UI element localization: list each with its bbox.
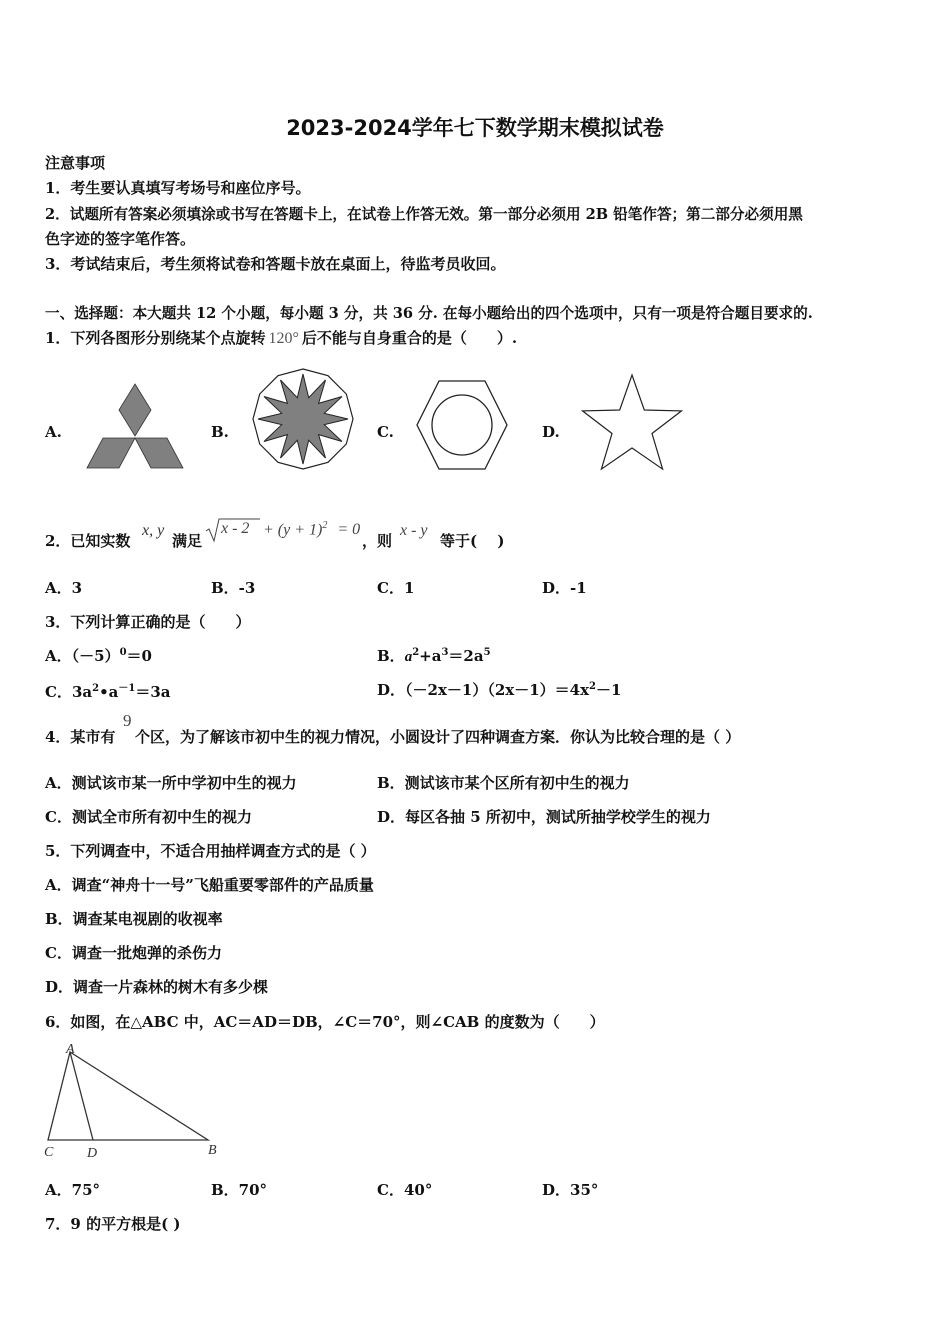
q3-b-exp2: 3 [441, 647, 449, 658]
q5-option-b: B．调查某电视剧的收视率 [45, 910, 223, 928]
q6-option-b: B．70° [211, 1181, 268, 1199]
q1-angle: 120° [268, 330, 299, 347]
q6-option-d: D．35° [542, 1181, 599, 1199]
q2-post: 等于( ) [440, 532, 505, 550]
q3-b-exp1: 2 [412, 647, 420, 658]
figure-a-rhombus-right [135, 438, 183, 468]
q4-num: 9 [123, 711, 132, 730]
question-1 [45, 327, 517, 348]
q4-option-d: D．每区各抽 5 所初中，测试所抽学校学生的视力 [377, 808, 711, 826]
q3-a-end: ＝0 [126, 647, 152, 665]
q2-option-a: A．3 [45, 579, 83, 597]
q5-stem: 5．下列调查中，不适合用抽样调查方式的是（ ） [45, 842, 376, 860]
q6-triangle-figure [40, 1038, 230, 1160]
figure-c-hexagon [417, 381, 507, 469]
q5-option-c: C．调查一批炮弹的杀伤力 [45, 944, 222, 962]
figure-b-star [258, 374, 348, 464]
q3-c-exp1: 2 [92, 683, 100, 694]
q2-option-b: B．-3 [211, 579, 256, 597]
q3-option-d [377, 679, 621, 700]
q5-option-d: D．调查一片森林的树木有多少棵 [45, 978, 269, 996]
q3-option-c [45, 679, 171, 702]
q2-comma: ，则 [362, 532, 393, 550]
figure-c-circle [432, 395, 492, 455]
notice-heading: 注意事项 [45, 154, 106, 172]
q3-d-exp: 2 [589, 681, 596, 692]
q3-c-end: ＝3a [135, 683, 171, 701]
question-2 [45, 530, 130, 551]
q3-b-a: a [404, 649, 413, 665]
q2-condition [263, 520, 360, 539]
label-d: D [87, 1146, 98, 1161]
q2-vars: x, y [142, 522, 165, 539]
q1-figure-b [250, 366, 356, 472]
q2-mid: 满足 [172, 532, 203, 550]
q5-option-a: A．调查“神舟十一号”飞船重要零部件的产品质量 [45, 876, 374, 894]
page-title: 2023-2024学年七下数学期末模拟试卷 [286, 116, 664, 140]
q2-expr: x - y [400, 522, 428, 539]
q4-option-a: A．测试该市某一所中学初中生的视力 [45, 774, 297, 792]
q1-post: 后不能与自身重合的是（ ）. [301, 329, 518, 347]
q3-option-a [45, 645, 152, 666]
notice-line-1: 1．考生要认真填写考场号和座位序号。 [45, 179, 311, 197]
q3-b-label: B． [377, 647, 405, 665]
q3-c-text: C．3a [45, 683, 93, 701]
label-b: B [208, 1143, 217, 1158]
q1-option-d-label: D. [542, 423, 560, 441]
q6-option-c: C．40° [377, 1181, 433, 1199]
q6-option-a: A．75° [45, 1181, 101, 1199]
q2-root-expr: x - 2 [221, 520, 250, 537]
q1-option-a-label: A. [45, 423, 62, 441]
notice-line-3: 3．考试结束后，考生须将试卷和答题卡放在桌面上，待监考员收回。 [45, 255, 506, 273]
q4-option-b: B．测试该市某个区所有初中生的视力 [377, 774, 630, 792]
q2-pre: 2．已知实数 [45, 532, 131, 550]
label-a: A [66, 1042, 75, 1057]
q1-option-b-label: B. [211, 423, 229, 441]
q3-b-eq: ＝2a [448, 647, 484, 665]
q4-pre: 4．某市有 [45, 728, 116, 746]
section-heading: 一、选择题：本大题共 12 个小题，每小题 3 分，共 36 分. 在每小题给出的四个选项中，只有一项是符合题目要求的. [45, 305, 813, 322]
q3-option-b [377, 645, 491, 666]
figure-a-rhombus-left [87, 438, 135, 468]
q2-cond-exp: 2 [322, 520, 328, 531]
q1-figure-a [85, 382, 185, 470]
q3-a-exp: 0 [119, 647, 127, 658]
label-c: C [44, 1145, 54, 1160]
q3-d-end: －1 [596, 681, 622, 699]
q3-b-mid: +a [419, 647, 442, 665]
q6-stem: 6．如图，在△ABC 中，AC＝AD＝DB，∠C＝70°，则∠CAB 的度数为（ ） [45, 1013, 605, 1031]
q1-pre: 1．下列各图形分别绕某个点旋转 [45, 329, 266, 347]
q2-option-d: D．-1 [542, 579, 587, 597]
q3-a-text: A．（－5） [45, 647, 120, 665]
triangle-abc [48, 1052, 208, 1140]
q2-cond-rest: + (y + 1) [263, 521, 323, 539]
notice-line-2b: 色字迹的签字笔作答。 [45, 230, 196, 248]
q1-option-c-label: C. [377, 423, 394, 441]
notice-line-2a: 2．试题所有答案必须填涂或书写在答题卡上，在试卷上作答无效。第一部分必须用 2B 铅笔作答；第二部分必须用黑 [45, 206, 803, 223]
q3-d-text: D．（－2x－1）（2x－1）＝4x [377, 681, 590, 699]
q1-figure-c [416, 380, 508, 470]
q2-option-c: C．1 [377, 579, 415, 597]
q2-cond-end: = 0 [337, 521, 361, 539]
q3-c-exp2: －1 [118, 683, 136, 694]
q4-option-c: C．测试全市所有初中生的视力 [45, 808, 252, 826]
figure-d-star [583, 375, 682, 469]
q3-stem: 3．下列计算正确的是（ ） [45, 613, 251, 631]
q4-post: 个区，为了解该市初中生的视力情况，小圆设计了四种调查方案．你认为比较合理的是（ ） [135, 728, 741, 746]
q1-figure-d [581, 373, 683, 471]
q7-stem: 7．9 的平方根是( ) [45, 1215, 181, 1233]
q3-b-exp3: 5 [483, 647, 491, 658]
q3-c-mid: •a [99, 683, 119, 701]
figure-a-rhombus-top [119, 384, 151, 436]
